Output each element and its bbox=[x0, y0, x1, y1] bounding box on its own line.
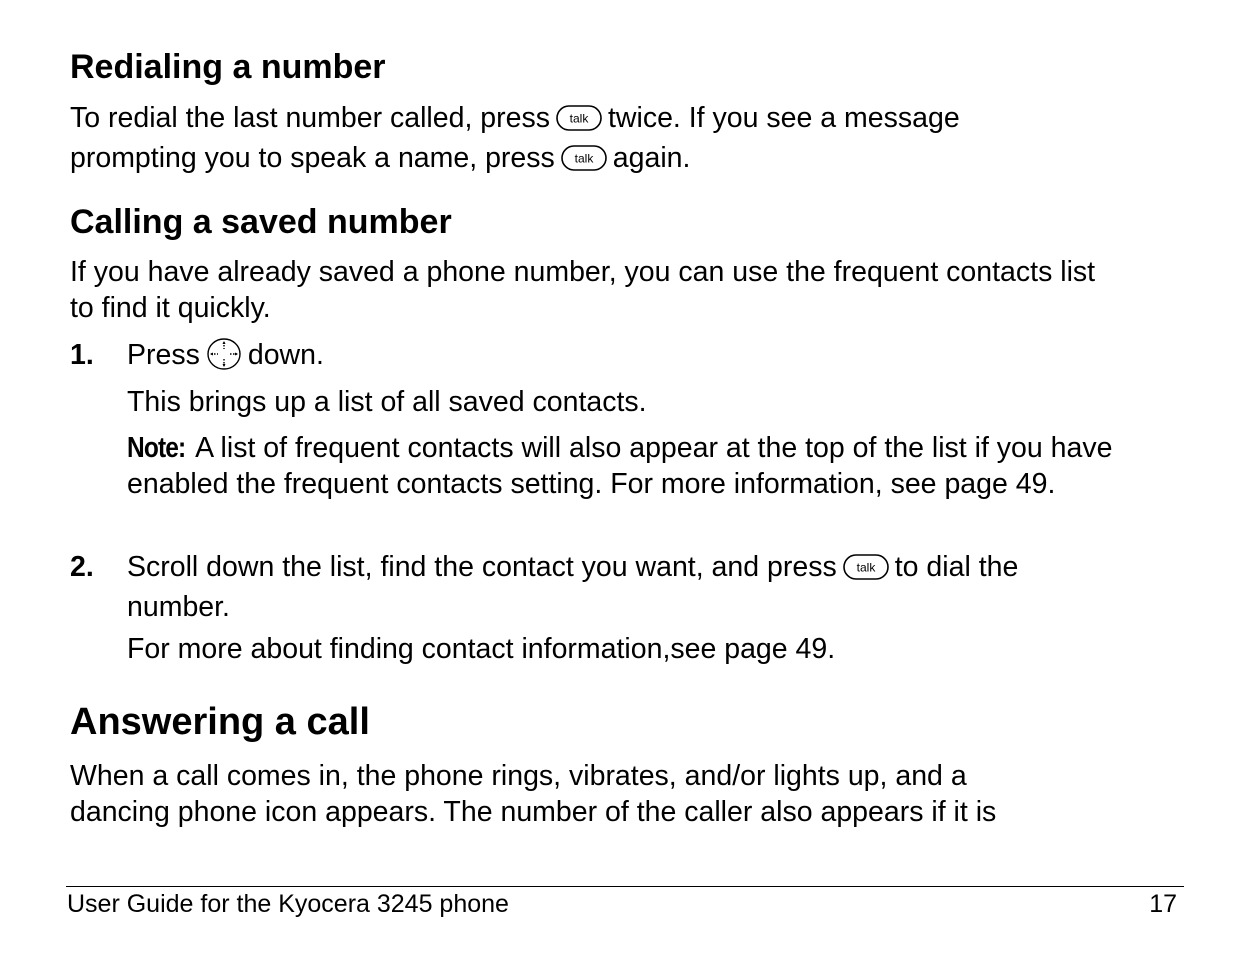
step-1-number: 1. bbox=[70, 339, 94, 371]
answer-paragraph bbox=[70, 758, 1180, 830]
heading-calling-saved: Calling a saved number bbox=[70, 203, 452, 241]
talk-key-icon bbox=[843, 553, 889, 589]
step-1-text-a: Press bbox=[127, 339, 200, 371]
note-label: Note: bbox=[127, 432, 186, 464]
redial-paragraph bbox=[70, 100, 1180, 180]
footer-divider bbox=[66, 886, 1184, 887]
redial-text-1: To redial the last number called, press bbox=[70, 102, 550, 134]
answer-text-1: When a call comes in, the phone rings, vibrates, and/or lights up, and a bbox=[70, 760, 967, 792]
talk-key-label: talk bbox=[574, 151, 594, 166]
redial-text-4: again. bbox=[612, 142, 691, 174]
talk-key-icon bbox=[556, 104, 602, 140]
page-number: 17 bbox=[1149, 890, 1177, 918]
manual-page bbox=[67, 0, 1185, 954]
heading-redialing: Redialing a number bbox=[70, 48, 386, 86]
step-2-text-c: number. bbox=[127, 591, 230, 623]
talk-key-label: talk bbox=[856, 560, 876, 575]
step-2-text bbox=[127, 549, 1187, 625]
step-2-number: 2. bbox=[70, 551, 94, 583]
note-text: A list of frequent contacts will also appear at the top of the list if you have enabled the frequent contacts setting. For more information, see page 49. bbox=[127, 432, 1113, 500]
navigation-key-icon bbox=[206, 338, 242, 379]
step-1-text bbox=[127, 337, 1187, 379]
heading-answering-call: Answering a call bbox=[70, 701, 370, 743]
talk-key-icon bbox=[561, 144, 607, 180]
footer-title: User Guide for the Kyocera 3245 phone bbox=[67, 890, 509, 918]
answer-text-2: dancing phone icon appears. The number of the caller also appears if it is bbox=[70, 796, 997, 828]
step-1-text-b: down. bbox=[247, 339, 324, 371]
redial-text-3: prompting you to speak a name, press bbox=[70, 142, 555, 174]
step-2-detail: For more about finding contact information,see page 49. bbox=[127, 633, 836, 665]
step-1-detail: This brings up a list of all saved contacts. bbox=[127, 386, 647, 418]
step-2-text-b: to dial the bbox=[894, 551, 1019, 583]
saved-intro: If you have already saved a phone number, you can use the frequent contacts list to find it quickly. bbox=[70, 256, 1096, 324]
redial-text-2: twice. If you see a message bbox=[608, 102, 960, 134]
step-2-text-a: Scroll down the list, find the contact you want, and press bbox=[127, 551, 837, 583]
step-1-note bbox=[127, 430, 1187, 502]
talk-key-label: talk bbox=[569, 111, 589, 126]
